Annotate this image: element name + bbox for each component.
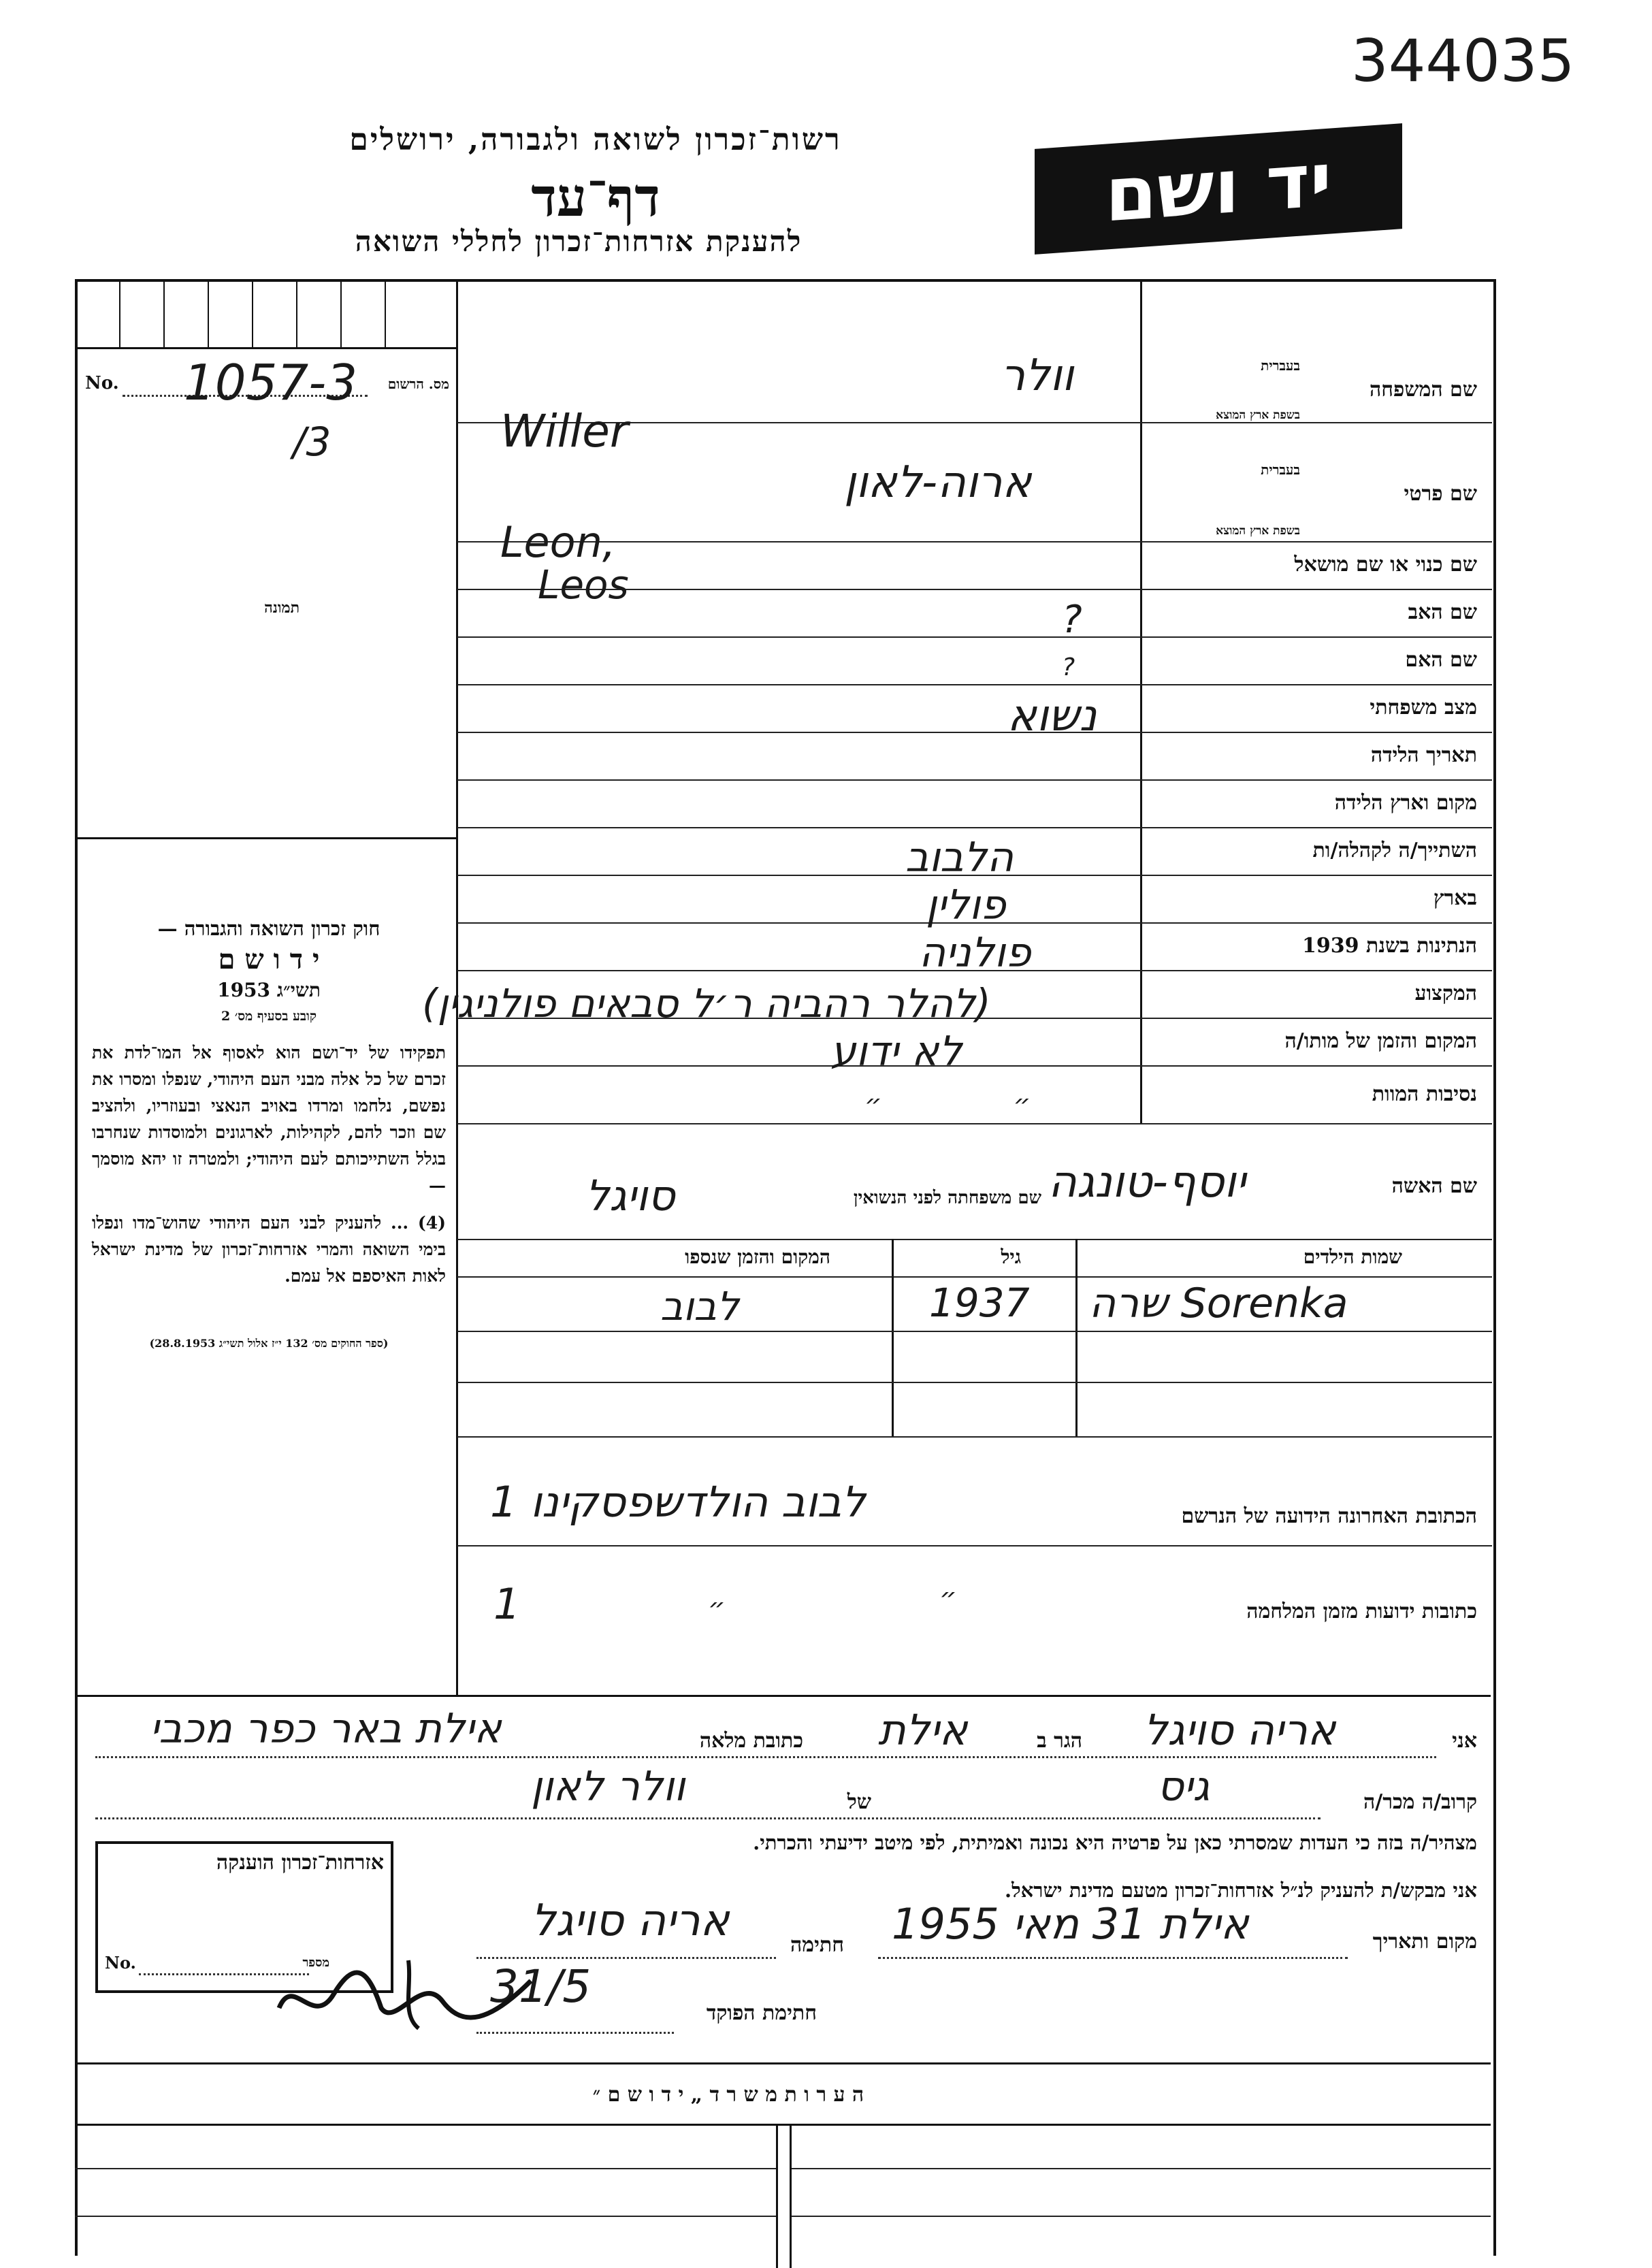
full-address-label: כתובת מלאה bbox=[699, 1729, 803, 1753]
law-paragraph-2: (4) ... להעניק לבני העם היהודי שהוש־מדו ונפלו בימי השואה והמרי אזרחות־זכרון של מדינת ישראל לאות האיספם אל עמם. bbox=[92, 1213, 446, 1286]
community-label: השתייך/ה לקהלה/ות bbox=[1312, 839, 1477, 862]
profession-label: המקצוע bbox=[1414, 982, 1477, 1005]
citizenship-label: הנתינות בשנת 1939 bbox=[1301, 934, 1477, 958]
maiden-name-value: סויגל bbox=[585, 1171, 675, 1220]
place-date-value: אילת 31 מאי 1955 bbox=[892, 1899, 1249, 1949]
death-place-label: המקום והזמן של מותו/ה bbox=[1284, 1029, 1477, 1053]
first-name-hebrew-label: בעברית bbox=[1261, 461, 1300, 478]
first-name-origin-label: בשפת ארץ המוצא bbox=[1216, 524, 1300, 538]
children-header-age: גיל bbox=[1001, 1246, 1021, 1268]
wartime-address-value-2: ״ bbox=[708, 1593, 726, 1624]
child-row-1-name: שרה Sorenka bbox=[1089, 1280, 1348, 1327]
father-label: שם האב bbox=[1408, 600, 1477, 624]
archive-number: 344035 bbox=[1351, 27, 1575, 95]
memorial-box-number-label: מספר bbox=[302, 1956, 329, 1970]
marital-status-value: נשוא bbox=[1007, 691, 1097, 741]
community-value: הלבוב bbox=[905, 834, 1014, 881]
declarant-name: אריה סויגל bbox=[1144, 1705, 1336, 1755]
law-line-2: י ד ו ש ם bbox=[218, 943, 320, 975]
form-title: דף־עד bbox=[531, 167, 660, 229]
officer-signature-label: חתימת הפוקד bbox=[706, 2001, 817, 2025]
country-label: בארץ bbox=[1433, 886, 1477, 910]
family-name-origin-value: Willer bbox=[500, 405, 629, 457]
resides-value: אילת bbox=[878, 1705, 968, 1755]
law-line-4: קובע בסעיף מס׳ 2 bbox=[221, 1009, 317, 1024]
children-header-place: המקום והזמן שנספו bbox=[685, 1246, 830, 1268]
signature-value: אריה סויגל bbox=[531, 1896, 730, 1946]
declaration-request: אני מבקש/ת להעניק לנ״ל אזרחות־זכרון מטעם מדינת ישראל. bbox=[1005, 1879, 1477, 1902]
first-name-label: שם פרטי bbox=[1404, 482, 1477, 506]
officer-signature: 31/5 bbox=[490, 1960, 592, 2013]
wartime-address-label: כתובות ידועות מזמן המלחמה bbox=[1246, 1600, 1477, 1623]
declarant-i-label: אני bbox=[1452, 1729, 1477, 1753]
marital-status-label: מצב משפחתי bbox=[1370, 696, 1477, 719]
of-label: של bbox=[847, 1790, 871, 1814]
last-address-value: לבוב הולדשפסקינו 1 bbox=[490, 1477, 866, 1527]
form-subtitle: להענקת אזרחות־זכרון לחללי השואה bbox=[355, 225, 803, 258]
memorial-box-no: No. bbox=[105, 1953, 136, 1973]
law-line-3: תשי״ג 1953 bbox=[217, 979, 321, 1001]
photo-label: תמונה bbox=[264, 599, 299, 617]
country-value: פולין bbox=[926, 881, 1006, 929]
citizenship-value: פולניה bbox=[919, 929, 1031, 977]
of-value: וולר לאון bbox=[531, 1763, 685, 1811]
first-name-origin-alt: Leos bbox=[538, 562, 629, 608]
mother-label: שם האם bbox=[1405, 648, 1477, 672]
father-value: ? bbox=[1062, 598, 1082, 642]
place-date-label: מקום ותאריך bbox=[1372, 1930, 1477, 1954]
first-name-origin-value: Leon, bbox=[500, 517, 616, 567]
declaration-statement: מצהיר/ה בזה כי העדות שמסרתי כאן על פרטיה היא נכונה ואמיתית, לפי מיטב ידיעתי והכרתי. bbox=[753, 1831, 1477, 1854]
relative-label: קרוב/ה מכר/ה bbox=[1363, 1790, 1477, 1814]
children-header-names: שמות הילדים bbox=[1303, 1246, 1402, 1268]
memorial-box-title: אזרחות־זכרון הוענקה bbox=[216, 1851, 384, 1875]
logo-text: יד ושם bbox=[1105, 135, 1332, 239]
office-notes-label: ה ע ר ו ת מ ש ר ד „ י ד ו ש ם ״ bbox=[592, 2083, 864, 2107]
relation-value: גיס bbox=[1157, 1763, 1210, 1811]
law-paragraph-1: תפקידו של יד־ושם הוא לאסוף אל המו־לדת את זכרם של כל אלה מבני העם היהודי, שנפלו ומסרו את נפשם, נלחמו ומרדו באויב הנאצי ובעוזריו, ולהציב שם וזכר להם, לקהילות, לארגונים ולמוסדות שנחרבו בגלל השתייכותם לעם היהודי; ולמטרה זו יהא מוסמך— bbox=[92, 1043, 446, 1195]
family-name-hebrew-value: וולר bbox=[1001, 351, 1074, 401]
memorial-citizenship-box bbox=[95, 1841, 393, 1993]
resides-label: הגר ב bbox=[1037, 1729, 1082, 1753]
registration-no-label: No. bbox=[85, 373, 119, 393]
authority-title: רשות־זכרון לשואה ולגבורה, ירושלים bbox=[349, 123, 842, 157]
death-circumstances-value: ״ ״ bbox=[864, 1089, 1092, 1120]
child-row-1-place: לבוב bbox=[660, 1283, 739, 1329]
death-circumstances-label: נסיבות המוות bbox=[1372, 1082, 1477, 1106]
signature-label: חתימה bbox=[790, 1933, 844, 1957]
wife-name-value: יוסף-טונגה bbox=[1048, 1157, 1246, 1208]
law-line-1: חוק זכרון השואה והגבורה — bbox=[157, 917, 380, 940]
mother-value: ? bbox=[1062, 653, 1075, 681]
law-citation: (ספר החוקים מס׳ 132 י״ז אלול תשי״ג 28.8.1953) bbox=[149, 1337, 389, 1350]
profession-value: (להלר רהביה ר׳ל סבאים פולניגין) bbox=[422, 980, 991, 1026]
family-name-label: שם המשפחה bbox=[1369, 378, 1477, 402]
birth-date-label: תאריך הלידה bbox=[1370, 743, 1477, 767]
wife-name-label: שם האשה bbox=[1391, 1174, 1477, 1198]
registration-sub-number: /3 bbox=[293, 419, 331, 465]
registration-number: 1057-3 bbox=[184, 354, 358, 411]
law-excerpt bbox=[92, 916, 446, 1357]
birth-place-label: מקום וארץ הלידה bbox=[1334, 791, 1477, 815]
first-name-hebrew-value: ארוה-לאון bbox=[844, 457, 1032, 508]
family-name-hebrew-label: בעברית bbox=[1261, 357, 1300, 374]
family-name-origin-label: בשפת ארץ המוצא bbox=[1216, 408, 1300, 422]
wartime-address-value-1: 1 bbox=[493, 1579, 521, 1629]
death-place-value: לא ידוע bbox=[830, 1028, 962, 1075]
registration-label: מס. הרשום bbox=[387, 376, 449, 392]
wartime-address-value-3: ״ bbox=[939, 1583, 957, 1614]
yad-vashem-logo bbox=[1035, 123, 1402, 255]
last-address-label: הכתובת האחרונה הידועה של הנרשם bbox=[1181, 1504, 1477, 1528]
child-row-1-age: 1937 bbox=[929, 1280, 1030, 1326]
full-address-value: אילת באר כפר מכבי bbox=[150, 1705, 502, 1753]
nickname-label: שם כנוי או שם מושאל bbox=[1294, 553, 1477, 577]
maiden-name-label: שם משפחתה לפני הנשואין bbox=[853, 1188, 1041, 1208]
